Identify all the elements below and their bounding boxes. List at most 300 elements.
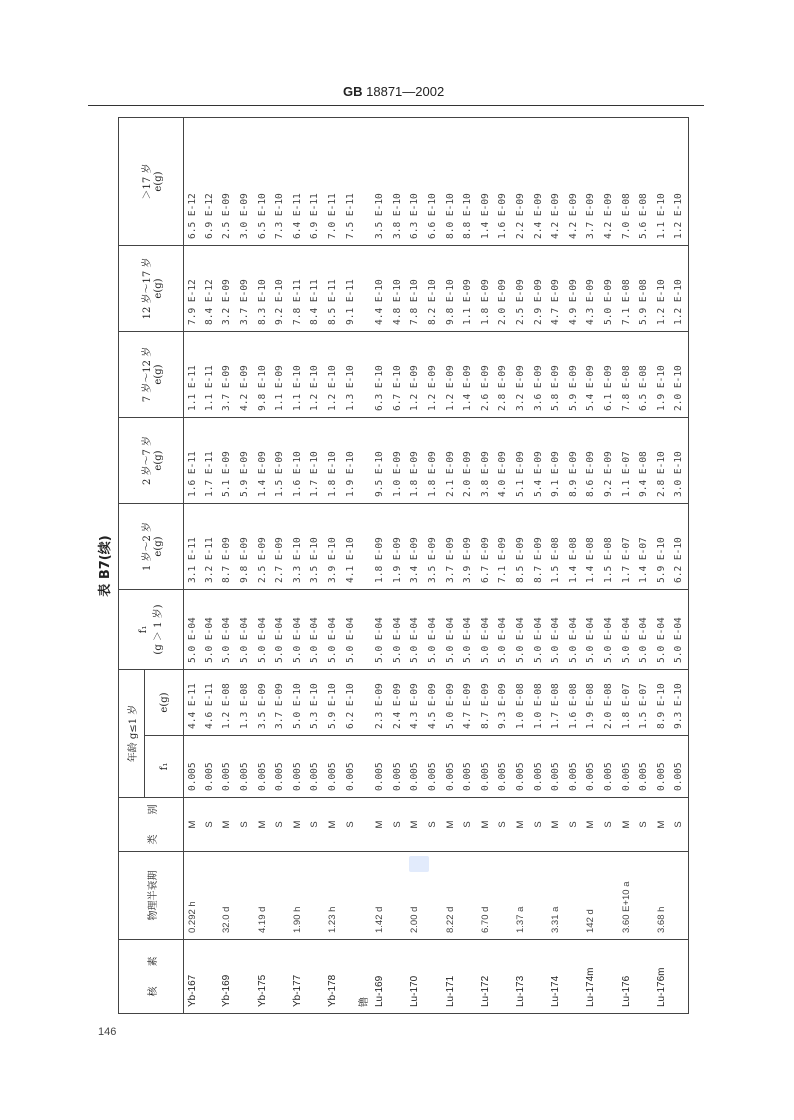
cell-class: M — [442, 798, 460, 852]
cell-age-12-17: 2.9 E-09 — [530, 246, 548, 332]
cell-half-life — [236, 852, 254, 940]
cell-half-life: 142 d — [583, 852, 601, 940]
cell-age-2-7: 1.4 E-09 — [254, 418, 272, 504]
cell-f1-gt1: 5.0 E-04 — [565, 590, 583, 670]
cell-age-1-2: 7.1 E-09 — [495, 504, 513, 590]
header-half-life: 物理半衰期 — [119, 852, 184, 940]
cell-age-gt17: 7.0 E-08 — [618, 118, 636, 246]
page-number: 146 — [98, 1026, 117, 1038]
header-nuclide: 核 素 — [119, 940, 184, 1014]
cell-eg: 2.3 E-09 — [371, 670, 389, 736]
cell-nuclide: Lu-174m — [583, 940, 601, 1014]
cell-age-12-17: 8.4 E-11 — [307, 246, 325, 332]
cell-age-1-2: 5.9 E-10 — [653, 504, 671, 590]
cell-eg: 1.2 E-08 — [219, 670, 237, 736]
cell-half-life — [389, 852, 407, 940]
cell-class: S — [530, 798, 548, 852]
cell-nuclide — [342, 940, 360, 1014]
cell-class: S — [307, 798, 325, 852]
table-row — [512, 118, 530, 1014]
header-eg: e(g) — [145, 670, 184, 736]
cell-class: M — [618, 798, 636, 852]
cell-age-2-7: 5.1 E-09 — [219, 418, 237, 504]
cell-age-1-2: 8.7 E-09 — [219, 504, 237, 590]
cell-class: M — [653, 798, 671, 852]
cell-age-2-7: 1.7 E-11 — [201, 418, 219, 504]
cell-age-gt17: 6.9 E-11 — [307, 118, 325, 246]
cell-age-2-7: 1.8 E-09 — [407, 418, 425, 504]
cell-f1: 0.005 — [600, 736, 618, 798]
cell-age-7-12: 6.3 E-10 — [371, 332, 389, 418]
cell-f1-gt1: 5.0 E-04 — [671, 590, 689, 670]
cell-half-life: 4.19 d — [254, 852, 272, 940]
cell-f1: 0.005 — [442, 736, 460, 798]
cell-class: M — [254, 798, 272, 852]
cell-half-life: 1.23 h — [324, 852, 342, 940]
cell-age-1-2: 8.7 E-09 — [530, 504, 548, 590]
cell-eg: 3.7 E-09 — [271, 670, 289, 736]
cell-f1-gt1: 5.0 E-04 — [547, 590, 565, 670]
cell-nuclide: Yb-178 — [324, 940, 342, 1014]
cell-nuclide: Lu-170 — [407, 940, 425, 1014]
cell-age-1-2: 3.7 E-09 — [442, 504, 460, 590]
group-empty-cell — [359, 590, 371, 670]
header-age-gt17: ＞17 岁 e(g) — [119, 118, 184, 246]
table-row — [389, 118, 407, 1014]
cell-half-life — [671, 852, 689, 940]
cell-age-1-2: 6.2 E-10 — [671, 504, 689, 590]
cell-nuclide — [565, 940, 583, 1014]
table-row — [407, 118, 425, 1014]
cell-age-2-7: 9.1 E-09 — [547, 418, 565, 504]
table-row — [201, 118, 219, 1014]
cell-f1: 0.005 — [530, 736, 548, 798]
table-row — [371, 118, 389, 1014]
cell-half-life: 32.0 d — [219, 852, 237, 940]
cell-f1: 0.005 — [618, 736, 636, 798]
cell-age-7-12: 1.2 E-09 — [424, 332, 442, 418]
table-row — [600, 118, 618, 1014]
cell-age-7-12: 1.9 E-10 — [653, 332, 671, 418]
cell-age-12-17: 2.5 E-09 — [512, 246, 530, 332]
cell-f1-gt1: 5.0 E-04 — [459, 590, 477, 670]
cell-age-gt17: 6.4 E-11 — [289, 118, 307, 246]
cell-f1-gt1: 5.0 E-04 — [583, 590, 601, 670]
cell-age-7-12: 3.7 E-09 — [219, 332, 237, 418]
cell-age-gt17: 1.4 E-09 — [477, 118, 495, 246]
cell-nuclide: Yb-167 — [184, 940, 202, 1014]
cell-half-life — [565, 852, 583, 940]
cell-age-7-12: 1.2 E-10 — [324, 332, 342, 418]
table-row — [424, 118, 442, 1014]
cell-age-1-2: 2.7 E-09 — [271, 504, 289, 590]
cell-f1-gt1: 5.0 E-04 — [653, 590, 671, 670]
cell-class: M — [324, 798, 342, 852]
cell-age-gt17: 4.2 E-09 — [600, 118, 618, 246]
cell-nuclide: Yb-175 — [254, 940, 272, 1014]
cell-f1-gt1: 5.0 E-04 — [201, 590, 219, 670]
cell-age-gt17: 6.9 E-12 — [201, 118, 219, 246]
table-row — [342, 118, 360, 1014]
cell-eg: 4.7 E-09 — [459, 670, 477, 736]
cell-f1: 0.005 — [547, 736, 565, 798]
table-row — [635, 118, 653, 1014]
cell-f1-gt1: 5.0 E-04 — [342, 590, 360, 670]
cell-age-gt17: 1.2 E-10 — [671, 118, 689, 246]
cell-f1-gt1: 5.0 E-04 — [219, 590, 237, 670]
cell-f1-gt1: 5.0 E-04 — [271, 590, 289, 670]
cell-nuclide — [201, 940, 219, 1014]
header-class: 类 别 — [119, 798, 184, 852]
cell-half-life — [495, 852, 513, 940]
cell-class: M — [512, 798, 530, 852]
cell-age-2-7: 1.6 E-10 — [289, 418, 307, 504]
cell-f1: 0.005 — [184, 736, 202, 798]
cell-eg: 8.7 E-09 — [477, 670, 495, 736]
table-row — [254, 118, 272, 1014]
cell-age-1-2: 1.9 E-09 — [389, 504, 407, 590]
table-row — [307, 118, 325, 1014]
cell-age-7-12: 1.4 E-09 — [459, 332, 477, 418]
cell-age-2-7: 9.5 E-10 — [371, 418, 389, 504]
cell-f1: 0.005 — [236, 736, 254, 798]
table-row — [530, 118, 548, 1014]
cell-age-2-7: 2.1 E-09 — [442, 418, 460, 504]
cell-nuclide: Lu-176 — [618, 940, 636, 1014]
cell-nuclide — [307, 940, 325, 1014]
cell-nuclide: Lu-172 — [477, 940, 495, 1014]
cell-half-life — [459, 852, 477, 940]
cell-half-life — [530, 852, 548, 940]
table-row — [289, 118, 307, 1014]
cell-age-12-17: 4.7 E-09 — [547, 246, 565, 332]
cell-age-12-17: 5.0 E-09 — [600, 246, 618, 332]
cell-f1-gt1: 5.0 E-04 — [512, 590, 530, 670]
cell-eg: 4.6 E-11 — [201, 670, 219, 736]
cell-age-12-17: 4.8 E-10 — [389, 246, 407, 332]
cell-age-12-17: 1.2 E-10 — [671, 246, 689, 332]
table-row — [184, 118, 202, 1014]
cell-class: S — [236, 798, 254, 852]
cell-half-life: 2.00 d — [407, 852, 425, 940]
cell-class: M — [547, 798, 565, 852]
cell-age-7-12: 1.2 E-09 — [442, 332, 460, 418]
cell-age-1-2: 3.4 E-09 — [407, 504, 425, 590]
header-f1-gt1-top: f₁ — [138, 625, 149, 634]
cell-f1: 0.005 — [219, 736, 237, 798]
cell-age-1-2: 1.4 E-08 — [565, 504, 583, 590]
header-age-1-2: 1 岁～2 岁 e(g) — [119, 504, 184, 590]
cell-age-2-7: 1.9 E-10 — [342, 418, 360, 504]
cell-age-gt17: 6.6 E-10 — [424, 118, 442, 246]
cell-age-gt17: 2.4 E-09 — [530, 118, 548, 246]
table-row — [271, 118, 289, 1014]
cell-age-gt17: 2.5 E-09 — [219, 118, 237, 246]
cell-age-1-2: 1.5 E-08 — [547, 504, 565, 590]
rotated-table-wrapper — [92, 118, 688, 1014]
cell-age-7-12: 1.1 E-09 — [271, 332, 289, 418]
cell-nuclide: Yb-177 — [289, 940, 307, 1014]
cell-age-2-7: 1.0 E-09 — [389, 418, 407, 504]
group-empty-cell — [359, 798, 371, 852]
group-empty-cell — [359, 504, 371, 590]
cell-nuclide — [495, 940, 513, 1014]
cell-f1: 0.005 — [583, 736, 601, 798]
cell-f1-gt1: 5.0 E-04 — [530, 590, 548, 670]
cell-age-1-2: 3.5 E-09 — [424, 504, 442, 590]
cell-age-2-7: 3.8 E-09 — [477, 418, 495, 504]
cell-age-2-7: 8.6 E-09 — [583, 418, 601, 504]
cell-nuclide — [424, 940, 442, 1014]
cell-half-life — [342, 852, 360, 940]
cell-eg: 6.2 E-10 — [342, 670, 360, 736]
cell-class: S — [671, 798, 689, 852]
cell-age-12-17: 2.0 E-09 — [495, 246, 513, 332]
cell-half-life: 3.68 h — [653, 852, 671, 940]
cell-age-1-2: 8.5 E-09 — [512, 504, 530, 590]
header-age-12-17: 12 岁～17 岁 e(g) — [119, 246, 184, 332]
cell-f1-gt1: 5.0 E-04 — [600, 590, 618, 670]
cell-nuclide — [236, 940, 254, 1014]
cell-f1-gt1: 5.0 E-04 — [324, 590, 342, 670]
cell-f1: 0.005 — [289, 736, 307, 798]
cell-class: S — [271, 798, 289, 852]
table-row — [618, 118, 636, 1014]
cell-f1-gt1: 5.0 E-04 — [477, 590, 495, 670]
table-row — [547, 118, 565, 1014]
cell-eg: 8.9 E-10 — [653, 670, 671, 736]
cell-class: S — [342, 798, 360, 852]
cell-age-12-17: 4.4 E-10 — [371, 246, 389, 332]
cell-age-gt17: 3.8 E-10 — [389, 118, 407, 246]
cell-age-7-12: 2.8 E-09 — [495, 332, 513, 418]
cell-eg: 2.4 E-09 — [389, 670, 407, 736]
cell-class: M — [219, 798, 237, 852]
cell-f1-gt1: 5.0 E-04 — [236, 590, 254, 670]
cell-age-gt17: 5.6 E-08 — [635, 118, 653, 246]
cell-age-7-12: 6.5 E-08 — [635, 332, 653, 418]
cell-age-gt17: 8.8 E-10 — [459, 118, 477, 246]
cell-age-7-12: 2.6 E-09 — [477, 332, 495, 418]
group-row — [359, 118, 371, 1014]
cell-age-12-17: 5.9 E-08 — [635, 246, 653, 332]
cell-age-7-12: 7.8 E-08 — [618, 332, 636, 418]
cell-age-1-2: 1.7 E-07 — [618, 504, 636, 590]
cell-eg: 1.3 E-08 — [236, 670, 254, 736]
cell-eg: 5.0 E-10 — [289, 670, 307, 736]
cell-age-12-17: 8.5 E-11 — [324, 246, 342, 332]
cell-age-12-17: 7.8 E-11 — [289, 246, 307, 332]
cell-age-7-12: 5.4 E-09 — [583, 332, 601, 418]
cell-class: M — [407, 798, 425, 852]
cell-half-life: 3.31 a — [547, 852, 565, 940]
cell-eg: 4.3 E-09 — [407, 670, 425, 736]
cell-nuclide: Yb-169 — [219, 940, 237, 1014]
cell-age-gt17: 3.5 E-10 — [371, 118, 389, 246]
cell-age-12-17: 4.9 E-09 — [565, 246, 583, 332]
cell-nuclide: Lu-176m — [653, 940, 671, 1014]
cell-age-2-7: 1.8 E-10 — [324, 418, 342, 504]
table-row — [459, 118, 477, 1014]
cell-age-7-12: 6.1 E-09 — [600, 332, 618, 418]
cell-f1-gt1: 5.0 E-04 — [371, 590, 389, 670]
cell-eg: 9.3 E-09 — [495, 670, 513, 736]
cell-age-2-7: 9.2 E-09 — [600, 418, 618, 504]
cell-age-gt17: 7.0 E-11 — [324, 118, 342, 246]
cell-age-7-12: 1.2 E-10 — [307, 332, 325, 418]
cell-age-7-12: 1.1 E-10 — [289, 332, 307, 418]
cell-eg: 5.0 E-09 — [442, 670, 460, 736]
cell-age-gt17: 2.2 E-09 — [512, 118, 530, 246]
cell-half-life: 1.90 h — [289, 852, 307, 940]
cell-age-7-12: 1.1 E-11 — [201, 332, 219, 418]
cell-age-gt17: 3.0 E-09 — [236, 118, 254, 246]
group-empty-cell — [359, 418, 371, 504]
standard-number: 18871—2002 — [366, 84, 445, 99]
cell-age-12-17: 9.8 E-10 — [442, 246, 460, 332]
dose-coefficient-table — [118, 117, 689, 1014]
cell-age-gt17: 1.6 E-09 — [495, 118, 513, 246]
cell-age-1-2: 6.7 E-09 — [477, 504, 495, 590]
cell-age-12-17: 7.8 E-10 — [407, 246, 425, 332]
cell-age-gt17: 3.7 E-09 — [583, 118, 601, 246]
cell-f1: 0.005 — [324, 736, 342, 798]
cell-age-2-7: 8.9 E-09 — [565, 418, 583, 504]
cell-age-12-17: 7.9 E-12 — [184, 246, 202, 332]
cell-age-12-17: 4.3 E-09 — [583, 246, 601, 332]
cell-class: M — [583, 798, 601, 852]
cell-age-7-12: 4.2 E-09 — [236, 332, 254, 418]
cell-eg: 9.3 E-10 — [671, 670, 689, 736]
cell-age-7-12: 1.3 E-10 — [342, 332, 360, 418]
cell-age-7-12: 3.6 E-09 — [530, 332, 548, 418]
cell-f1-gt1: 5.0 E-04 — [289, 590, 307, 670]
cell-eg: 1.9 E-08 — [583, 670, 601, 736]
table-row — [442, 118, 460, 1014]
cell-f1-gt1: 5.0 E-04 — [184, 590, 202, 670]
cell-eg: 3.5 E-09 — [254, 670, 272, 736]
cell-age-2-7: 5.4 E-09 — [530, 418, 548, 504]
cell-half-life: 3.60 E+10 a — [618, 852, 636, 940]
cell-f1: 0.005 — [495, 736, 513, 798]
cell-half-life: 1.42 d — [371, 852, 389, 940]
cell-age-1-2: 3.2 E-11 — [201, 504, 219, 590]
cell-f1: 0.005 — [512, 736, 530, 798]
cell-age-2-7: 1.5 E-09 — [271, 418, 289, 504]
cell-nuclide: Lu-169 — [371, 940, 389, 1014]
cell-class: S — [389, 798, 407, 852]
cell-age-1-2: 3.3 E-10 — [289, 504, 307, 590]
standard-code: GB — [343, 84, 363, 99]
cell-age-1-2: 3.9 E-09 — [459, 504, 477, 590]
table-row — [653, 118, 671, 1014]
header-age-7-12: 7 岁～12 岁 e(g) — [119, 332, 184, 418]
cell-age-2-7: 5.1 E-09 — [512, 418, 530, 504]
cell-f1-gt1: 5.0 E-04 — [307, 590, 325, 670]
cell-nuclide — [459, 940, 477, 1014]
cell-age-12-17: 1.2 E-10 — [653, 246, 671, 332]
cell-age-7-12: 2.0 E-10 — [671, 332, 689, 418]
cell-f1: 0.005 — [254, 736, 272, 798]
cell-class: M — [477, 798, 495, 852]
cell-class: S — [565, 798, 583, 852]
cell-age-2-7: 9.4 E-08 — [635, 418, 653, 504]
cell-half-life — [635, 852, 653, 940]
cell-eg: 4.5 E-09 — [424, 670, 442, 736]
cell-f1: 0.005 — [342, 736, 360, 798]
cell-age-gt17: 7.3 E-10 — [271, 118, 289, 246]
group-empty-cell — [359, 736, 371, 798]
cell-age-12-17: 8.3 E-10 — [254, 246, 272, 332]
cell-age-2-7: 1.7 E-10 — [307, 418, 325, 504]
cell-half-life — [201, 852, 219, 940]
cell-age-1-2: 1.5 E-08 — [600, 504, 618, 590]
cell-nuclide: Lu-171 — [442, 940, 460, 1014]
cell-f1: 0.005 — [424, 736, 442, 798]
cell-age-1-2: 1.8 E-09 — [371, 504, 389, 590]
cell-f1: 0.005 — [307, 736, 325, 798]
cell-eg: 5.3 E-10 — [307, 670, 325, 736]
cell-f1: 0.005 — [635, 736, 653, 798]
cell-age-7-12: 1.2 E-09 — [407, 332, 425, 418]
table-row — [565, 118, 583, 1014]
cell-age-12-17: 8.4 E-12 — [201, 246, 219, 332]
cell-age-12-17: 8.2 E-10 — [424, 246, 442, 332]
cell-eg: 5.9 E-10 — [324, 670, 342, 736]
cell-age-12-17: 7.1 E-08 — [618, 246, 636, 332]
cell-half-life — [271, 852, 289, 940]
cell-age-7-12: 1.1 E-11 — [184, 332, 202, 418]
cell-eg: 1.5 E-07 — [635, 670, 653, 736]
cell-age-2-7: 4.0 E-09 — [495, 418, 513, 504]
cell-f1-gt1: 5.0 E-04 — [407, 590, 425, 670]
cell-age-gt17: 1.1 E-10 — [653, 118, 671, 246]
table-row — [236, 118, 254, 1014]
header-rule — [88, 105, 704, 106]
cell-age-7-12: 3.2 E-09 — [512, 332, 530, 418]
cell-class: M — [184, 798, 202, 852]
cell-f1: 0.005 — [271, 736, 289, 798]
cell-nuclide — [600, 940, 618, 1014]
cell-class: S — [600, 798, 618, 852]
header-f1-gt1 — [119, 590, 184, 670]
cell-half-life: 8.22 d — [442, 852, 460, 940]
cell-f1-gt1: 5.0 E-04 — [254, 590, 272, 670]
cell-age-7-12: 9.8 E-10 — [254, 332, 272, 418]
cell-age-gt17: 6.3 E-10 — [407, 118, 425, 246]
cell-eg: 2.0 E-08 — [600, 670, 618, 736]
cell-f1: 0.005 — [653, 736, 671, 798]
cell-f1-gt1: 5.0 E-04 — [442, 590, 460, 670]
group-empty-cell — [359, 246, 371, 332]
cell-eg: 1.8 E-07 — [618, 670, 636, 736]
cell-age-12-17: 3.2 E-09 — [219, 246, 237, 332]
cell-eg: 1.6 E-08 — [565, 670, 583, 736]
group-label: 镥 — [359, 940, 371, 1014]
cell-age-2-7: 1.1 E-07 — [618, 418, 636, 504]
page-header — [343, 84, 444, 99]
cell-age-1-2: 2.5 E-09 — [254, 504, 272, 590]
cell-class: S — [424, 798, 442, 852]
cell-class: S — [459, 798, 477, 852]
cell-age-2-7: 5.9 E-09 — [236, 418, 254, 504]
cell-age-1-2: 3.5 E-10 — [307, 504, 325, 590]
cell-f1: 0.005 — [671, 736, 689, 798]
cell-nuclide — [671, 940, 689, 1014]
cell-half-life — [307, 852, 325, 940]
header-f1: f₁ — [145, 736, 184, 798]
cell-age-gt17: 6.5 E-12 — [184, 118, 202, 246]
